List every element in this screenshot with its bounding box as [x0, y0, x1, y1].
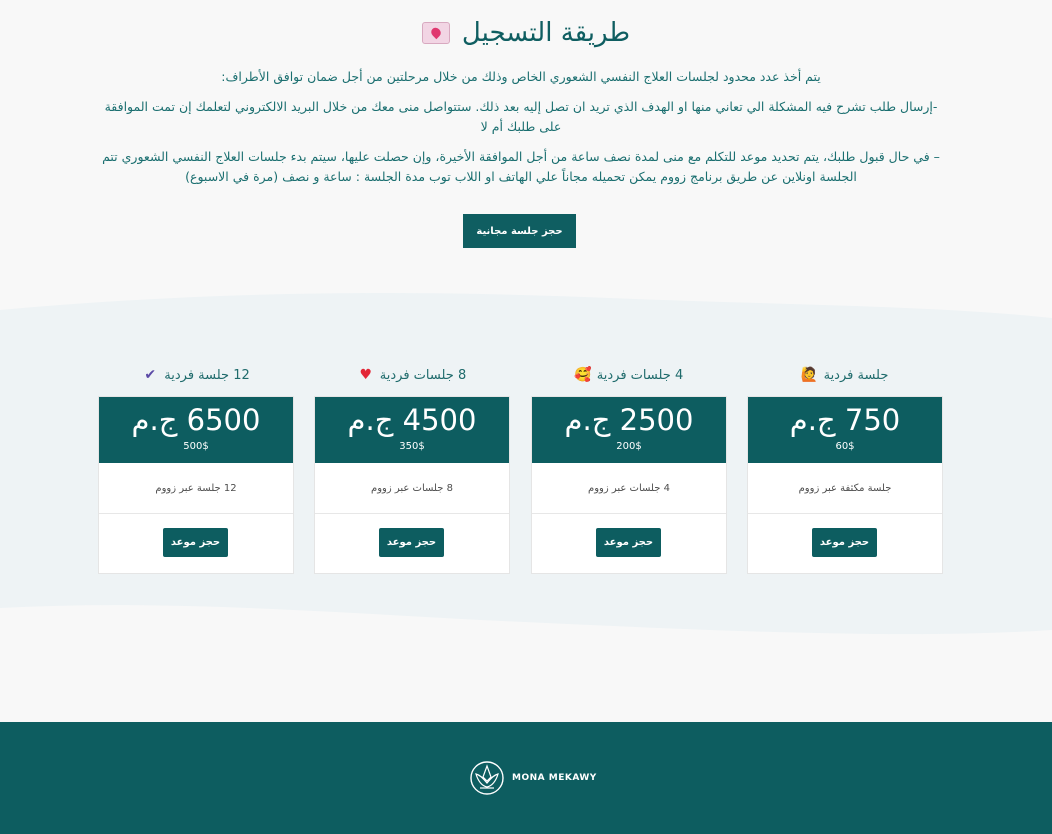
- plan-card: [747, 396, 943, 574]
- smiling-face-emoji-icon: 🥰: [574, 367, 592, 383]
- book-appointment-button[interactable]: حجز موعد: [379, 528, 444, 557]
- price-box: [315, 397, 509, 463]
- plan-description: 4 جلسات عبر زووم: [532, 463, 726, 514]
- book-appointment-button[interactable]: حجز موعد: [163, 528, 228, 557]
- plan-description: 8 جلسات عبر زووم: [315, 463, 509, 514]
- price-egp: 750 ج.م: [789, 403, 901, 437]
- plan-description: 12 جلسة عبر زووم: [99, 463, 293, 514]
- price-egp: 6500 ج.م: [131, 403, 261, 437]
- plan-card: [314, 396, 510, 574]
- plan-card: [98, 396, 294, 574]
- price-usd: 60$: [835, 441, 855, 452]
- page-title: طريقة التسجيل: [461, 18, 631, 48]
- plan-card-12-sessions: [98, 365, 294, 548]
- plan-card-4-sessions: [531, 365, 727, 548]
- plan-title: 4 جلسات فردية 🥰: [574, 367, 684, 383]
- book-appointment-button[interactable]: حجز موعد: [596, 528, 661, 557]
- price-usd: 350$: [399, 441, 425, 452]
- person-emoji-icon: 🙋: [800, 367, 819, 383]
- price-usd: 200$: [616, 441, 642, 452]
- red-heart-icon: ♥: [359, 367, 373, 383]
- price-egp: 4500 ج.م: [347, 403, 477, 437]
- price-box: [532, 397, 726, 463]
- plan-description: جلسة مكثفة عبر زووم: [748, 463, 942, 514]
- lotus-logo-icon: [468, 758, 506, 798]
- check-mark-icon: ✔: [144, 367, 157, 383]
- plan-title: 8 جلسات فردية ♥: [359, 367, 467, 383]
- section-header: [0, 18, 1052, 48]
- intro-paragraph-1: يتم أخذ عدد محدود لجلسات العلاج النفسي الشعوري الخاص وذلك من خلال مرحلتين من أجل ضمان توافق الأطراف:: [221, 69, 821, 84]
- plan-card-8-sessions: [314, 365, 510, 548]
- price-usd: 500$: [183, 441, 209, 452]
- book-appointment-button[interactable]: حجز موعد: [812, 528, 877, 557]
- price-box: [99, 397, 293, 463]
- free-session-button[interactable]: حجز جلسة مجانية: [463, 214, 576, 248]
- intro-paragraph-2: -إرسال طلب تشرح فيه المشكلة الي تعاني منها او الهدف الذي تريد ان تصل إليه بعد ذلك. ستتواصل منى معك من خلال البريد الالكتروني لتعلمك إن تمت الموافقة على طلبك أم لا: [104, 99, 938, 134]
- footer-logo[interactable]: [468, 758, 597, 798]
- logo-text: MONA MEKAWY: [512, 773, 597, 783]
- intro-paragraph-3: – في حال قبول طلبك، يتم تحديد موعد للتكلم مع منى لمدة نصف ساعة من أجل الموافقة الأخيرة، وإن حصلت عليها، سيتم بدء جلسات العلاج النفسي الشعوري تتم الجلسة اونلاين عن طريق برنامج زووم يمكن تحميله مجاناً علي الهاتف او اللاب توب مدة الجلسة : ساعة و نصف (مرة في الاسبوع): [102, 149, 940, 184]
- price-egp: 2500 ج.م: [564, 403, 694, 437]
- plan-title: جلسة فردية 🙋: [800, 367, 889, 383]
- love-letter-icon: [422, 22, 450, 44]
- registration-section: [0, 0, 1052, 300]
- plan-card: [531, 396, 727, 574]
- price-box: [748, 397, 942, 463]
- plan-title: 12 جلسة فردية ✔: [98, 365, 294, 385]
- plan-card-single: [747, 365, 943, 548]
